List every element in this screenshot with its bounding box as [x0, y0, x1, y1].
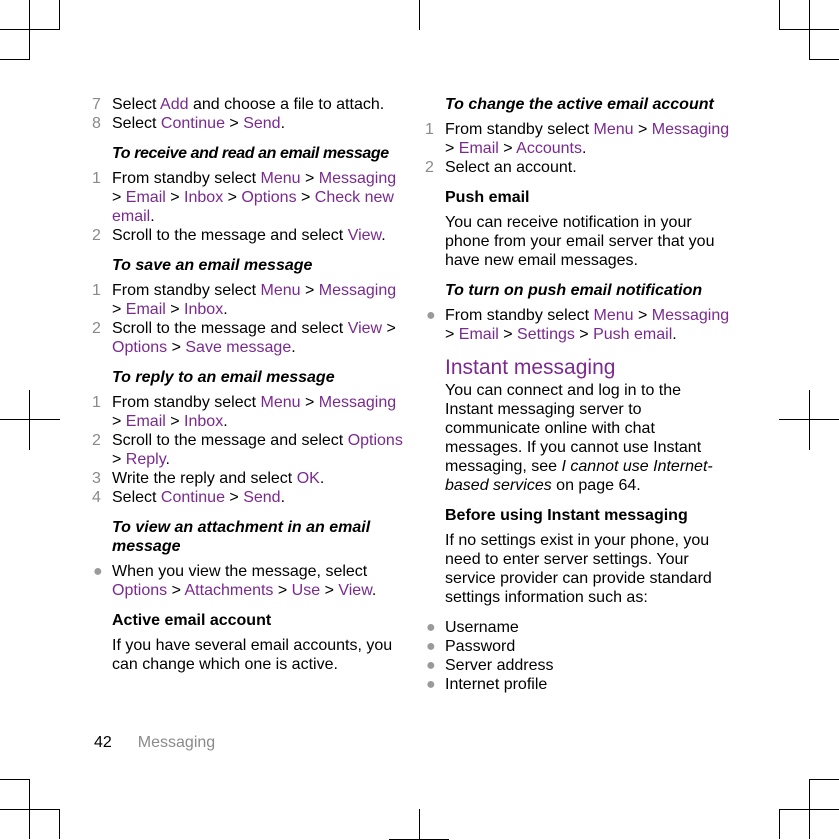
crop-mark: [809, 390, 810, 450]
crop-mark: [779, 29, 839, 30]
receive-step-2: 2 Scroll to the message and select View.: [92, 227, 386, 244]
crop-mark: [0, 29, 60, 30]
save-step-1: 1 From standby select Menu > Messaging > Email > Inbox.: [92, 282, 397, 318]
list-item: ● Password: [426, 638, 516, 655]
change-step-2: 2 Select an account.: [425, 159, 577, 176]
list-item: ● Username: [426, 619, 519, 636]
crop-mark: [0, 419, 60, 420]
step-number: 7: [92, 96, 101, 113]
bullet-icon: ●: [426, 619, 436, 636]
save-step-2: 2 Scroll to the message and select View > Options > Save message.: [92, 320, 396, 356]
active-account-body: If you have several email accounts, you can change which one is active.: [112, 637, 393, 673]
send-link: Send: [243, 115, 281, 132]
bullet-icon: ●: [426, 307, 436, 324]
crop-mark: [29, 390, 30, 450]
heading-push: To turn on push email notification: [445, 282, 703, 299]
heading-attachment: To view an attachment in an email message: [112, 519, 371, 555]
bullet-icon: ●: [93, 563, 103, 580]
active-account-title: Active email account: [112, 612, 272, 629]
right-column: [423, 95, 733, 694]
crop-mark: [809, 779, 839, 780]
section-title-instant-messaging: Instant messaging: [445, 356, 616, 379]
crop-mark: [779, 809, 839, 810]
cross-reference: I cannot use Internet-based services: [445, 458, 713, 494]
receive-step-1: 1 From standby select Menu > Messaging > Email > Inbox > Options > Check new email.: [92, 170, 397, 225]
crop-mark: [809, 59, 839, 60]
heading-receive: To receive and read an email message: [112, 145, 389, 162]
continue-link: Continue: [160, 115, 225, 132]
push-email-body: You can receive notification in your phone from your email server that you have new email messages.: [445, 214, 715, 269]
step-8: 8 Select Continue > Send.: [92, 115, 286, 132]
reply-step-1: 1 From standby select Menu > Messaging > Email > Inbox.: [92, 394, 397, 430]
change-step-1: 1 From standby select Menu > Messaging > Email > Accounts.: [425, 121, 730, 157]
crop-mark: [29, 0, 30, 60]
bullet-icon: ●: [426, 676, 436, 693]
before-using-title: Before using Instant messaging: [445, 507, 688, 524]
reply-step-3: 3 Write the reply and select OK.: [92, 470, 325, 487]
page-number: 42: [94, 734, 112, 751]
im-body: You can connect and log in to the Instant messaging server to communicate online with chat messages. If you cannot use Instant messaging, see I cannot use Internet-based services on page 64.: [445, 382, 713, 494]
list-item: ● Internet profile: [426, 676, 548, 693]
crop-mark: [779, 0, 780, 30]
crop-mark: [779, 419, 839, 420]
reply-step-2: 2 Scroll to the message and select Options > Reply.: [92, 432, 403, 468]
crop-mark: [419, 0, 420, 30]
crop-mark: [0, 809, 60, 810]
heading-reply: To reply to an email message: [112, 369, 335, 386]
bullet-icon: ●: [426, 638, 436, 655]
crop-mark: [809, 0, 810, 60]
page-footer: [94, 733, 215, 752]
reply-step-4: 4 Select Continue > Send.: [92, 489, 286, 506]
crop-mark: [59, 809, 60, 839]
before-using-body: If no settings exist in your phone, you need to enter server settings. Your service provider can provide standard settings information such as:: [445, 532, 712, 606]
crop-mark: [0, 779, 30, 780]
bullet-icon: ●: [426, 657, 436, 674]
crop-mark: [0, 59, 30, 60]
add-link: Add: [160, 96, 189, 113]
list-item: ● Server address: [426, 657, 554, 674]
left-column: [90, 95, 408, 674]
crop-mark: [779, 809, 780, 839]
heading-save: To save an email message: [112, 257, 313, 274]
push-step: ● From standby select Menu > Messaging > Email > Settings > Push email.: [426, 307, 730, 343]
crop-mark: [419, 809, 420, 839]
push-email-title: Push email: [445, 189, 530, 206]
attachment-step: ● When you view the message, select Options > Attachments > Use > View.: [93, 563, 377, 599]
heading-change-account: To change the active email account: [445, 96, 714, 113]
section-name: Messaging: [137, 734, 216, 751]
crop-mark: [59, 0, 60, 30]
step-7: [90, 95, 408, 114]
step-text: Select Add and choose a file to attach.: [112, 96, 385, 113]
step-number: 8: [92, 115, 101, 132]
